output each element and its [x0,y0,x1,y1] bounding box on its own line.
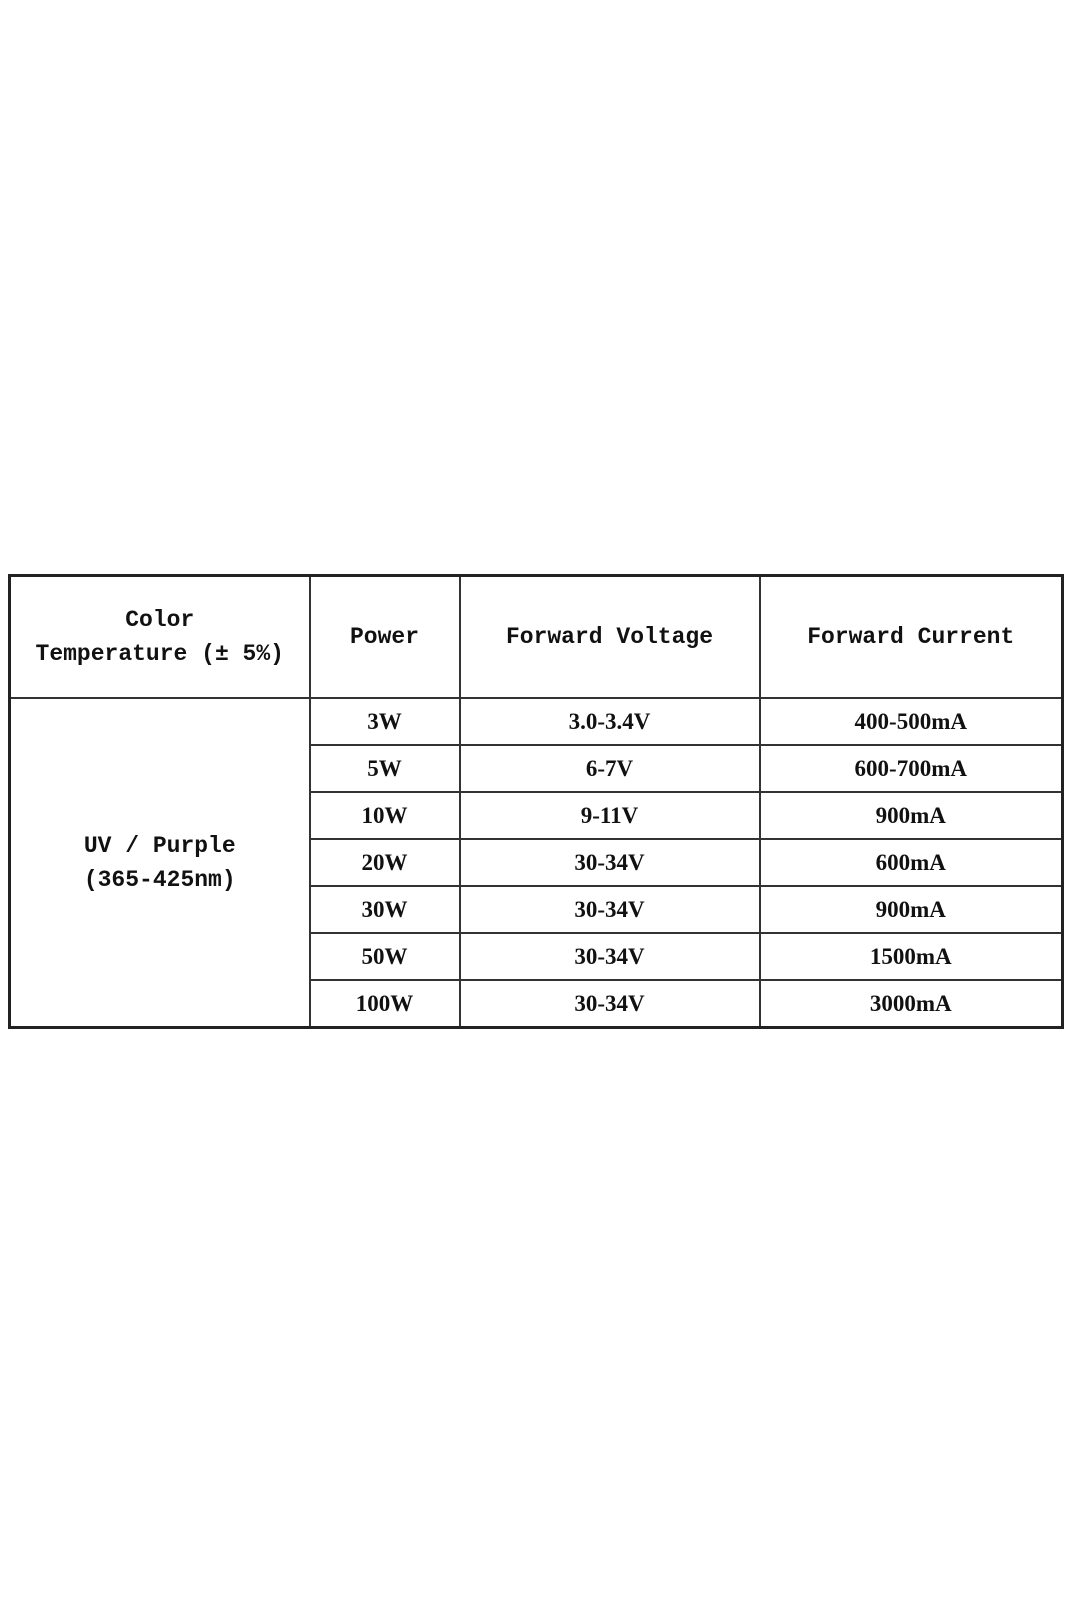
header-forward-current: Forward Current [760,576,1063,699]
cell-power: 10W [310,792,460,839]
header-color-line2: Temperature (± 5%) [35,641,284,667]
cell-voltage: 6-7V [460,745,760,792]
cell-voltage: 9-11V [460,792,760,839]
cell-current: 3000mA [760,980,1063,1028]
header-row [10,576,1063,699]
table-row [10,698,1063,745]
cell-current: 600mA [760,839,1063,886]
spec-table [8,574,1064,1029]
header-power: Power [310,576,460,699]
cell-current: 1500mA [760,933,1063,980]
cell-voltage: 3.0-3.4V [460,698,760,745]
cell-current: 900mA [760,792,1063,839]
cell-current: 600-700mA [760,745,1063,792]
cell-voltage: 30-34V [460,839,760,886]
cell-power: 100W [310,980,460,1028]
cell-current: 900mA [760,886,1063,933]
cell-voltage: 30-34V [460,933,760,980]
cell-power: 50W [310,933,460,980]
header-color-temperature [10,576,310,699]
cell-voltage: 30-34V [460,980,760,1028]
cell-power: 5W [310,745,460,792]
group-cell-uv-purple [10,698,310,1028]
cell-current: 400-500mA [760,698,1063,745]
header-forward-voltage: Forward Voltage [460,576,760,699]
header-color-line1: Color [125,607,195,633]
group-line2: (365-425nm) [83,866,236,893]
cell-power: 3W [310,698,460,745]
cell-voltage: 30-34V [460,886,760,933]
group-line1: UV / Purple [83,832,236,859]
cell-power: 30W [310,886,460,933]
cell-power: 20W [310,839,460,886]
